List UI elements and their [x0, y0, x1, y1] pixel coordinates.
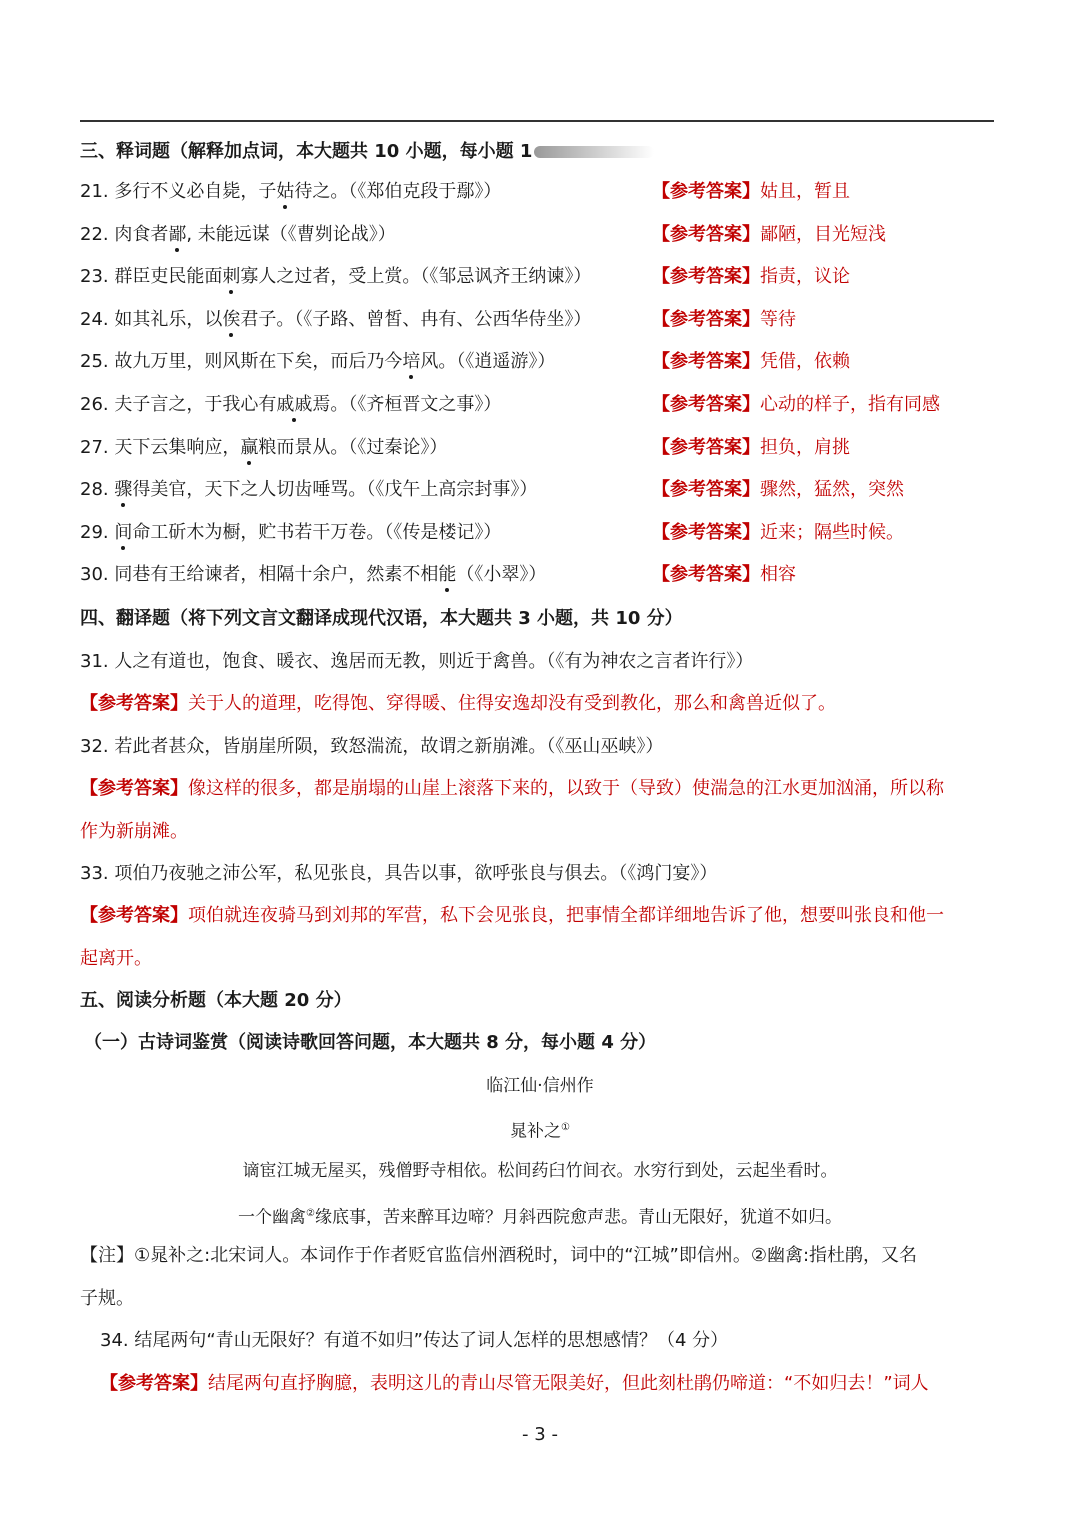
explanation-answer — [652, 223, 886, 247]
note-marker: ① — [561, 1122, 570, 1133]
answer-text: 凭借，依赖 — [760, 351, 850, 372]
section-4-header: 四、翻译题（将下列文言文翻译成现代汉语，本大题共 3 小题，共 10 分） — [80, 608, 683, 629]
question-text: 21. 多行不义必自毙，子 — [80, 181, 277, 202]
poem-notes: 【注】①晁补之:北宋词人。本词作于作者贬官监信州酒税时，词中的“江城”即信州。②幽禽:指杜鹃，又名 — [80, 1245, 918, 1266]
page-number: - 3 - — [522, 1424, 558, 1445]
explanation-question — [80, 393, 501, 417]
answer-tag: 【参考答案】 — [652, 564, 760, 585]
explanation-answer — [652, 436, 850, 460]
emphasized-word: 赢 — [240, 437, 259, 458]
answer-tag: 【参考答案】 — [652, 266, 760, 287]
question-33: 33. 项伯乃夜驰之沛公军，私见张良，具告以事，欲呼张良与俱去。（《鸿门宴》） — [80, 863, 718, 884]
question-text: （《小翠》） — [456, 564, 547, 585]
answer-33 — [80, 904, 944, 928]
answer-text: 等待 — [760, 309, 796, 330]
question-text: 23. 群臣吏民能面 — [80, 266, 223, 287]
question-text: 风。（《逍遥游》） — [420, 351, 556, 372]
explanation-answer — [652, 350, 850, 374]
section-5-header: 五、阅读分析题（本大题 20 分） — [80, 990, 352, 1011]
explanation-answer — [652, 265, 850, 289]
answer-tag: 【参考答案】 — [652, 351, 760, 372]
poem-line-2-start: 一个幽禽 — [238, 1207, 307, 1228]
explanation-question — [80, 350, 555, 374]
question-text: 命工斫木为橱，贮书若干万卷。（《传是楼记》） — [132, 522, 502, 543]
question-text: 焉。（《齐桓晋文之事》） — [312, 394, 502, 415]
question-text: 粮而景从。（《过秦论》） — [258, 437, 448, 458]
note-marker: ② — [306, 1208, 315, 1219]
answer-tag: 【参考答案】 — [80, 778, 188, 799]
explanation-answer — [652, 180, 850, 204]
answer-text: 骤然，猛然，突然 — [760, 479, 904, 500]
explanation-question — [80, 563, 546, 587]
section-3-header — [80, 140, 654, 164]
explanation-question — [80, 180, 501, 204]
question-text: 22. 肉食者 — [80, 224, 169, 245]
answer-text: 指责，议论 — [760, 266, 850, 287]
emphasized-word: 戚戚 — [276, 394, 313, 415]
section-3-header-text: 三、释词题（解释加点词，本大题共 10 小题，每小题 1 — [80, 141, 533, 162]
explanation-answer — [652, 563, 796, 587]
explanation-answer — [652, 478, 904, 502]
explanation-question — [80, 478, 537, 502]
emphasized-word: 俟 — [222, 309, 241, 330]
answer-text: 相容 — [760, 564, 796, 585]
poem-author — [0, 1116, 1080, 1144]
answer-tag: 【参考答案】 — [80, 693, 188, 714]
poem-notes-continued: 子规。 — [80, 1288, 134, 1309]
question-text: 26. 夫子言之，于我心有 — [80, 394, 277, 415]
question-text: 寡人之过者，受上赏。（《邹忌讽齐王纳谏》） — [240, 266, 592, 287]
question-text: 29. — [80, 522, 115, 543]
question-text: 24. 如其礼乐，以 — [80, 309, 223, 330]
emphasized-word: 间 — [114, 522, 133, 543]
explanation-answer — [652, 521, 904, 545]
emphasized-word: 骤 — [114, 479, 133, 500]
question-text: 28. — [80, 479, 115, 500]
emphasized-word: 培 — [402, 351, 421, 372]
explanation-question — [80, 223, 396, 247]
answer-text: 心动的样子，指有同感 — [760, 394, 940, 415]
question-32: 32. 若此者甚众，皆崩崖所陨，致怒湍流，故谓之新崩滩。（《巫山巫峡》） — [80, 736, 664, 757]
question-text: , 未能远谋（《曹刿论战》） — [186, 224, 396, 245]
answer-tag: 【参考答案】 — [652, 437, 760, 458]
answer-text: 姑且，暂且 — [760, 181, 850, 202]
answer-tag: 【参考答案】 — [652, 224, 760, 245]
answer-tag: 【参考答案】 — [652, 309, 760, 330]
subsection-poetry-header: （一）古诗词鉴赏（阅读诗歌回答问题，本大题共 8 分，每小题 4 分） — [84, 1032, 657, 1053]
emphasized-word: 能 — [438, 564, 457, 585]
answer-text: 像这样的很多，都是崩塌的山崖上滚落下来的，以致于（导致）使湍急的江水更加汹涌，所以称 — [188, 778, 944, 799]
answer-text: 鄙陋，目光短浅 — [760, 224, 886, 245]
answer-tag: 【参考答案】 — [100, 1373, 208, 1394]
answer-32 — [80, 777, 944, 801]
answer-tag: 【参考答案】 — [652, 522, 760, 543]
answer-34 — [100, 1372, 929, 1396]
answer-tag: 【参考答案】 — [652, 394, 760, 415]
explanation-question — [80, 265, 591, 289]
answer-text: 担负，肩挑 — [760, 437, 850, 458]
explanation-answer — [652, 393, 940, 417]
answer-tag: 【参考答案】 — [652, 479, 760, 500]
poem-line-2-end: 缘底事，苦来醉耳边啼？月斜西院愈声悲。青山无限好，犹道不如归。 — [314, 1207, 842, 1228]
top-rule — [80, 120, 994, 122]
question-31: 31. 人之有道也，饱食、暖衣、逸居而无教，则近于禽兽。（《有为神农之言者许行》） — [80, 651, 754, 672]
explanation-question — [80, 521, 501, 545]
poem-line-2 — [0, 1202, 1080, 1230]
answer-text: 近来；隔些时候。 — [760, 522, 904, 543]
answer-tag: 【参考答案】 — [80, 905, 188, 926]
question-text: 27. 天下云集响应， — [80, 437, 241, 458]
answer-text: 结尾两句直抒胸臆，表明这儿的青山尽管无限美好，但此刻杜鹃仍啼道：“不如归去！”词人 — [208, 1373, 929, 1394]
answer-text: 项伯就连夜骑马到刘邦的军营，私下会见张良，把事情全都详细地告诉了他，想要叫张良和他一 — [188, 905, 944, 926]
question-text: 25. 故九万里，则风斯在下矣，而后乃今 — [80, 351, 403, 372]
poem-line-1: 谪宦江城无屋买，残僧野寺相依。松间药臼竹间衣。水穷行到处，云起坐看时。 — [242, 1161, 838, 1181]
answer-text: 关于人的道理，吃得饱、穿得暖、住得安逸却没有受到教化，那么和禽兽近似了。 — [188, 693, 836, 714]
question-text: 待之。（《郑伯克段于鄢》） — [294, 181, 502, 202]
poem-title: 临江仙·信州作 — [486, 1076, 594, 1096]
answer-31 — [80, 692, 836, 716]
explanation-question — [80, 436, 447, 460]
answer-tag: 【参考答案】 — [652, 181, 760, 202]
question-text: 君子。（《子路、曾皙、冉有、公西华侍坐》） — [240, 309, 592, 330]
emphasized-word: 姑 — [276, 181, 295, 202]
answer-33-continued: 起离开。 — [80, 948, 152, 969]
explanation-answer — [652, 308, 796, 332]
explanation-question — [80, 308, 591, 332]
question-text: 得美官，天下之人切齿唾骂。（《戊午上高宗封事》） — [132, 479, 538, 500]
question-text: 30. 同巷有王给谏者，相隔十余户，然素不相 — [80, 564, 439, 585]
question-34: 34. 结尾两句“青山无限好？有道不如归”传达了词人怎样的思想感情？（4 分） — [100, 1330, 729, 1351]
emphasized-word: 刺 — [222, 266, 241, 287]
redaction-blur — [534, 146, 654, 158]
emphasized-word: 鄙 — [168, 224, 187, 245]
answer-32-continued: 作为新崩滩。 — [80, 821, 188, 842]
poem-author-name: 晁补之 — [510, 1121, 562, 1142]
